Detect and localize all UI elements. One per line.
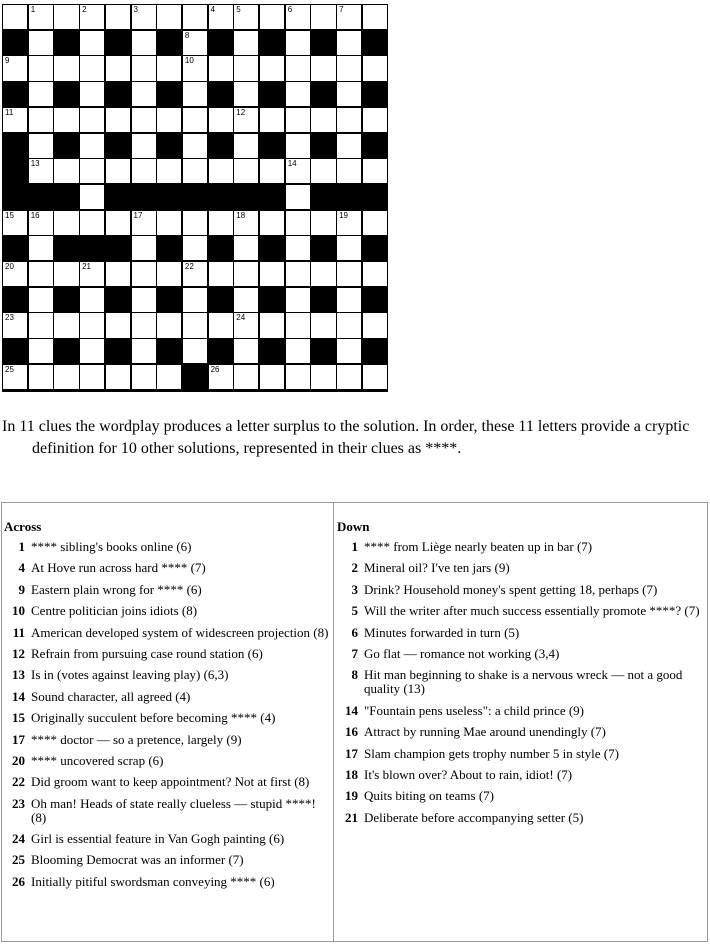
clue-num: 14 bbox=[345, 702, 358, 718]
clue-number: 19 bbox=[339, 210, 348, 220]
grid-cell[interactable] bbox=[132, 313, 156, 337]
grid-cell[interactable] bbox=[29, 56, 53, 80]
across-column bbox=[2, 503, 334, 941]
across-clue[interactable] bbox=[2, 711, 333, 725]
down-clue[interactable] bbox=[335, 811, 707, 825]
clue-text: Go flat — romance not working (3,4) bbox=[364, 645, 560, 661]
grid-cell[interactable] bbox=[337, 159, 361, 183]
grid-cell[interactable] bbox=[183, 159, 207, 183]
grid-cell[interactable] bbox=[234, 365, 258, 389]
clue-num: 25 bbox=[12, 852, 25, 868]
clue-num: 10 bbox=[12, 603, 25, 619]
grid-cell[interactable] bbox=[132, 82, 156, 106]
grid-cell[interactable] bbox=[234, 134, 258, 158]
clue-text: Slam champion gets trophy number 5 in style (7) bbox=[364, 745, 619, 761]
grid-cell[interactable] bbox=[311, 159, 335, 183]
down-clue[interactable] bbox=[335, 647, 707, 661]
clue-num: 13 bbox=[12, 667, 25, 683]
grid-cell[interactable] bbox=[183, 288, 207, 312]
grid-cell[interactable] bbox=[29, 108, 53, 132]
grid-cell[interactable] bbox=[132, 134, 156, 158]
grid-cell[interactable] bbox=[337, 211, 361, 235]
clue-number: 15 bbox=[5, 210, 14, 220]
grid-cell[interactable] bbox=[29, 31, 53, 55]
clue-num: 5 bbox=[351, 603, 358, 619]
down-clue[interactable] bbox=[335, 768, 707, 782]
grid-cell[interactable] bbox=[286, 108, 310, 132]
across-clue[interactable] bbox=[2, 540, 333, 554]
grid-cell[interactable] bbox=[363, 262, 387, 286]
grid-cell[interactable] bbox=[54, 56, 78, 80]
clue-text: Blooming Democrat was an informer (7) bbox=[31, 852, 244, 868]
grid-cell[interactable] bbox=[337, 5, 361, 29]
grid-cell[interactable] bbox=[157, 313, 181, 337]
grid-cell[interactable] bbox=[286, 339, 310, 363]
grid-cell[interactable] bbox=[80, 313, 104, 337]
down-clue[interactable] bbox=[335, 561, 707, 575]
clue-num: 16 bbox=[345, 724, 358, 740]
clue-number: 11 bbox=[5, 107, 14, 117]
grid-cell[interactable] bbox=[183, 56, 207, 80]
down-clue[interactable] bbox=[335, 583, 707, 597]
clue-number: 20 bbox=[5, 262, 14, 271]
grid-cell[interactable] bbox=[80, 31, 104, 55]
clue-num: 26 bbox=[12, 873, 25, 889]
clue-num: 21 bbox=[345, 809, 358, 825]
grid-cell[interactable] bbox=[54, 313, 78, 337]
grid-cell[interactable] bbox=[157, 5, 181, 29]
down-clue-list bbox=[335, 540, 707, 832]
grid-cell[interactable] bbox=[234, 108, 258, 132]
clue-text: Girl is essential feature in Van Gogh painting (6) bbox=[31, 831, 285, 847]
grid-cell[interactable] bbox=[3, 108, 27, 132]
down-column bbox=[335, 503, 707, 941]
clue-num: 24 bbox=[12, 831, 25, 847]
across-clue[interactable] bbox=[2, 853, 333, 867]
grid-cell[interactable] bbox=[337, 365, 361, 389]
clue-number: 18 bbox=[236, 210, 246, 220]
grid-cell[interactable] bbox=[157, 108, 181, 132]
across-clue[interactable] bbox=[2, 690, 333, 704]
grid-cell[interactable] bbox=[234, 236, 258, 260]
clue-number: 26 bbox=[210, 364, 220, 374]
down-heading: Down bbox=[337, 519, 370, 534]
grid-cell[interactable] bbox=[132, 365, 156, 389]
clue-text: Attract by running Mae around unendingly (7) bbox=[364, 724, 606, 740]
down-clue[interactable] bbox=[335, 789, 707, 803]
down-clue[interactable] bbox=[335, 704, 707, 718]
grid-cell[interactable] bbox=[260, 56, 284, 80]
grid-cell[interactable] bbox=[286, 56, 310, 80]
grid-cell[interactable] bbox=[80, 82, 104, 106]
grid-cell[interactable] bbox=[106, 108, 130, 132]
grid-cell[interactable] bbox=[29, 339, 53, 363]
grid-cell[interactable] bbox=[234, 5, 258, 29]
grid-cell[interactable] bbox=[3, 313, 27, 337]
grid-cell[interactable] bbox=[29, 211, 53, 235]
down-clue[interactable] bbox=[335, 668, 707, 696]
clue-text: Minutes forwarded in turn (5) bbox=[364, 624, 520, 640]
clue-num: 19 bbox=[345, 788, 358, 804]
grid-cell[interactable] bbox=[209, 159, 233, 183]
clue-num: 17 bbox=[345, 745, 358, 761]
clue-num: 7 bbox=[351, 645, 358, 661]
grid-cell[interactable] bbox=[286, 31, 310, 55]
across-clue[interactable] bbox=[2, 626, 333, 640]
grid-cell[interactable] bbox=[286, 236, 310, 260]
grid-cell[interactable] bbox=[132, 288, 156, 312]
clue-number: 9 bbox=[5, 56, 10, 66]
clue-number: 5 bbox=[236, 5, 241, 14]
grid-cell[interactable] bbox=[234, 339, 258, 363]
across-heading: Across bbox=[4, 519, 42, 534]
grid-cell[interactable] bbox=[234, 82, 258, 106]
across-clue[interactable] bbox=[2, 583, 333, 597]
clue-number: 22 bbox=[184, 262, 194, 271]
grid-cell[interactable] bbox=[209, 108, 233, 132]
grid-cell[interactable] bbox=[183, 262, 207, 286]
grid-cell[interactable] bbox=[234, 31, 258, 55]
grid-cell[interactable] bbox=[54, 211, 78, 235]
clue-text: **** from Liège nearly beaten up in bar (7) bbox=[364, 539, 593, 554]
grid-cell[interactable] bbox=[157, 365, 181, 389]
grid-cell[interactable] bbox=[183, 108, 207, 132]
clue-num: 15 bbox=[12, 710, 25, 726]
down-clue[interactable] bbox=[335, 626, 707, 640]
grid-cell[interactable] bbox=[286, 211, 310, 235]
grid-cell[interactable] bbox=[234, 313, 258, 337]
grid-cell[interactable] bbox=[260, 5, 284, 29]
grid-cell[interactable] bbox=[363, 159, 387, 183]
grid-cell[interactable] bbox=[209, 5, 233, 29]
clue-text: It's blown over? About to rain, idiot! (7) bbox=[364, 766, 573, 782]
grid-cell[interactable] bbox=[260, 262, 284, 286]
clue-text: Quits biting on teams (7) bbox=[364, 788, 494, 804]
grid-cell[interactable] bbox=[234, 288, 258, 312]
clue-text: Will the writer after much success essentially promote ****? (7) bbox=[364, 603, 700, 619]
grid-cell[interactable] bbox=[3, 211, 27, 235]
clue-number: 8 bbox=[184, 30, 190, 40]
clue-num: 8 bbox=[351, 667, 358, 683]
grid-cell[interactable] bbox=[337, 339, 361, 363]
grid-cell[interactable] bbox=[54, 108, 78, 132]
clue-text: **** sibling's books online (6) bbox=[31, 539, 192, 554]
across-clue[interactable] bbox=[2, 875, 333, 889]
clue-text: Mineral oil? I've ten jars (9) bbox=[364, 560, 510, 576]
clue-num: 6 bbox=[351, 624, 358, 640]
grid-cell[interactable] bbox=[80, 339, 104, 363]
grid-cell[interactable] bbox=[80, 56, 104, 80]
grid-cell[interactable] bbox=[29, 236, 53, 260]
across-clue[interactable] bbox=[2, 604, 333, 618]
grid-cell[interactable] bbox=[106, 5, 130, 29]
grid-cell[interactable] bbox=[29, 313, 53, 337]
clue-table bbox=[1, 502, 708, 942]
grid-cell[interactable] bbox=[363, 5, 387, 29]
clue-num: 1 bbox=[18, 539, 25, 554]
grid-cell[interactable] bbox=[260, 313, 284, 337]
grid-cell[interactable] bbox=[234, 56, 258, 80]
grid-cell[interactable] bbox=[54, 262, 78, 286]
grid-cell[interactable] bbox=[29, 159, 53, 183]
grid-cell[interactable] bbox=[286, 185, 310, 209]
clue-text: Drink? Household money's spent getting 18, perhaps (7) bbox=[364, 581, 658, 597]
grid-cell[interactable] bbox=[337, 288, 361, 312]
grid-cell[interactable] bbox=[106, 313, 130, 337]
clue-num: 23 bbox=[12, 795, 25, 811]
grid-cell[interactable] bbox=[132, 236, 156, 260]
clue-number: 24 bbox=[236, 313, 246, 323]
grid-cell[interactable] bbox=[80, 134, 104, 158]
clue-number: 16 bbox=[30, 210, 40, 220]
grid-cell[interactable] bbox=[80, 108, 104, 132]
grid-cell[interactable] bbox=[311, 5, 335, 29]
grid-cell[interactable] bbox=[286, 82, 310, 106]
clue-number: 1 bbox=[30, 5, 36, 14]
grid-cell[interactable] bbox=[132, 339, 156, 363]
clue-text: Oh man! Heads of state really clueless — stupid ****! (8) bbox=[31, 795, 316, 825]
clue-text: Deliberate before accompanying setter (5) bbox=[364, 809, 584, 825]
down-clue[interactable] bbox=[335, 540, 707, 554]
grid-cell[interactable] bbox=[80, 288, 104, 312]
grid-cell[interactable] bbox=[363, 365, 387, 389]
grid-cell[interactable] bbox=[337, 108, 361, 132]
grid-cell[interactable] bbox=[3, 5, 27, 29]
grid-cell[interactable] bbox=[29, 134, 53, 158]
grid-cell[interactable] bbox=[106, 262, 130, 286]
clue-text: Hit man beginning to shake is a nervous wreck — not a good quality (13) bbox=[364, 667, 683, 697]
grid-cell[interactable] bbox=[363, 211, 387, 235]
across-clue[interactable] bbox=[2, 733, 333, 747]
grid-cell[interactable] bbox=[183, 5, 207, 29]
grid-cell[interactable] bbox=[80, 159, 104, 183]
grid-cell[interactable] bbox=[209, 56, 233, 80]
clue-num: 3 bbox=[351, 581, 358, 597]
clue-text: Centre politician joins idiots (8) bbox=[31, 603, 198, 619]
grid-cell[interactable] bbox=[3, 56, 27, 80]
clue-text: Sound character, all agreed (4) bbox=[31, 688, 191, 704]
clue-number: 21 bbox=[82, 262, 91, 271]
clue-number: 7 bbox=[339, 5, 344, 14]
grid-cell[interactable] bbox=[311, 365, 335, 389]
grid-cell[interactable] bbox=[3, 262, 27, 286]
grid-cell[interactable] bbox=[183, 134, 207, 158]
clue-number: 10 bbox=[184, 56, 194, 66]
across-clue[interactable] bbox=[2, 647, 333, 661]
grid-cell[interactable] bbox=[157, 211, 181, 235]
clue-text: **** uncovered scrap (6) bbox=[31, 752, 164, 768]
grid-cell[interactable] bbox=[106, 365, 130, 389]
clue-number: 2 bbox=[82, 5, 87, 14]
grid-cell[interactable] bbox=[337, 82, 361, 106]
grid-cell[interactable] bbox=[337, 236, 361, 260]
grid-cell[interactable] bbox=[29, 82, 53, 106]
grid-cell[interactable] bbox=[337, 313, 361, 337]
clue-text: **** doctor — so a pretence, largely (9) bbox=[31, 731, 242, 747]
grid-cell[interactable] bbox=[29, 262, 53, 286]
across-clue[interactable] bbox=[2, 832, 333, 846]
clue-number: 12 bbox=[236, 107, 246, 117]
grid-cell[interactable] bbox=[311, 313, 335, 337]
grid-cell[interactable] bbox=[132, 31, 156, 55]
grid-cell[interactable] bbox=[80, 211, 104, 235]
grid-cell[interactable] bbox=[157, 262, 181, 286]
grid-cell[interactable] bbox=[132, 211, 156, 235]
grid-cell[interactable] bbox=[363, 108, 387, 132]
across-clue[interactable] bbox=[2, 797, 333, 825]
clue-num: 9 bbox=[18, 581, 25, 597]
grid-cell[interactable] bbox=[132, 108, 156, 132]
grid-cell[interactable] bbox=[260, 159, 284, 183]
grid-cell[interactable] bbox=[286, 288, 310, 312]
clue-number: 17 bbox=[133, 210, 143, 220]
grid-cell[interactable] bbox=[363, 56, 387, 80]
grid-cell[interactable] bbox=[363, 313, 387, 337]
clue-num: 18 bbox=[345, 766, 358, 782]
grid-cell[interactable] bbox=[337, 56, 361, 80]
crossword-grid bbox=[2, 4, 388, 392]
down-clue[interactable] bbox=[335, 725, 707, 739]
across-clue-list bbox=[2, 540, 333, 896]
clue-text: Eastern plain wrong for **** (6) bbox=[31, 581, 202, 597]
grid-cell[interactable] bbox=[106, 56, 130, 80]
grid-cell[interactable] bbox=[132, 159, 156, 183]
grid-cell[interactable] bbox=[337, 262, 361, 286]
grid-cell[interactable] bbox=[260, 365, 284, 389]
clue-number: 6 bbox=[287, 5, 293, 14]
grid-cell[interactable] bbox=[286, 5, 310, 29]
clue-text: Is in (votes against leaving play) (6,3) bbox=[31, 667, 229, 683]
clue-number: 14 bbox=[287, 159, 297, 169]
grid-cell[interactable] bbox=[311, 262, 335, 286]
grid-cell[interactable] bbox=[54, 5, 78, 29]
grid-cell[interactable] bbox=[106, 211, 130, 235]
grid-cell[interactable] bbox=[157, 56, 181, 80]
clue-number: 4 bbox=[210, 5, 216, 14]
down-clue[interactable] bbox=[335, 604, 707, 618]
grid-cell[interactable] bbox=[234, 262, 258, 286]
across-clue[interactable] bbox=[2, 754, 333, 768]
grid-cell[interactable] bbox=[311, 108, 335, 132]
clue-num: 17 bbox=[12, 731, 25, 747]
grid-cell[interactable] bbox=[80, 262, 104, 286]
grid-cell[interactable] bbox=[234, 159, 258, 183]
grid-cell[interactable] bbox=[337, 31, 361, 55]
grid-cell[interactable] bbox=[132, 5, 156, 29]
grid-cell[interactable] bbox=[183, 236, 207, 260]
clue-num: 11 bbox=[12, 624, 25, 640]
clue-text: "Fountain pens useless": a child prince (9) bbox=[364, 702, 585, 718]
clue-text: American developed system of widescreen projection (8) bbox=[31, 624, 329, 640]
down-clue[interactable] bbox=[335, 747, 707, 761]
clue-num: 4 bbox=[18, 560, 25, 576]
clue-number: 13 bbox=[30, 159, 40, 169]
grid-cell[interactable] bbox=[183, 339, 207, 363]
grid-cell[interactable] bbox=[80, 185, 104, 209]
grid-cell[interactable] bbox=[209, 211, 233, 235]
grid-cell[interactable] bbox=[311, 211, 335, 235]
grid-cell[interactable] bbox=[311, 56, 335, 80]
grid-cell[interactable] bbox=[183, 31, 207, 55]
grid-cell[interactable] bbox=[337, 134, 361, 158]
across-clue[interactable] bbox=[2, 561, 333, 575]
grid-cell[interactable] bbox=[286, 365, 310, 389]
across-clue[interactable] bbox=[2, 668, 333, 682]
grid-cell[interactable] bbox=[54, 365, 78, 389]
grid-cell[interactable] bbox=[3, 365, 27, 389]
across-clue[interactable] bbox=[2, 775, 333, 789]
clue-num: 1 bbox=[351, 539, 358, 554]
clue-num: 2 bbox=[351, 560, 358, 576]
grid-cell[interactable] bbox=[132, 56, 156, 80]
grid-cell[interactable] bbox=[29, 365, 53, 389]
grid-cell[interactable] bbox=[209, 313, 233, 337]
grid-cell[interactable] bbox=[157, 159, 181, 183]
clue-text: Initially pitiful swordsman conveying **** (6) bbox=[31, 873, 275, 889]
grid-cell[interactable] bbox=[260, 108, 284, 132]
clue-num: 22 bbox=[12, 774, 25, 790]
grid-cell[interactable] bbox=[286, 159, 310, 183]
grid-cell[interactable] bbox=[80, 5, 104, 29]
grid-cell[interactable] bbox=[234, 211, 258, 235]
grid-cell[interactable] bbox=[209, 365, 233, 389]
grid-cell[interactable] bbox=[132, 262, 156, 286]
clue-number: 25 bbox=[5, 364, 14, 374]
grid-cell[interactable] bbox=[183, 82, 207, 106]
clue-num: 12 bbox=[12, 645, 25, 661]
grid-cell[interactable] bbox=[183, 211, 207, 235]
clue-number: 3 bbox=[133, 5, 138, 14]
grid-cell[interactable] bbox=[286, 134, 310, 158]
grid-cell[interactable] bbox=[183, 313, 207, 337]
grid-cell[interactable] bbox=[209, 262, 233, 286]
grid-cell[interactable] bbox=[29, 288, 53, 312]
clue-text: At Hove run across hard **** (7) bbox=[31, 560, 206, 576]
grid-cell[interactable] bbox=[260, 211, 284, 235]
grid-cell[interactable] bbox=[106, 159, 130, 183]
clue-text: Did groom want to keep appointment? Not at first (8) bbox=[31, 774, 310, 790]
grid-cell[interactable] bbox=[286, 313, 310, 337]
clue-text: Refrain from pursuing case round station (6) bbox=[31, 645, 263, 661]
grid-cell[interactable] bbox=[80, 365, 104, 389]
clue-text: Originally succulent before becoming **** (4) bbox=[31, 710, 276, 726]
grid-cell[interactable] bbox=[54, 159, 78, 183]
clue-num: 14 bbox=[12, 688, 25, 704]
grid-cell[interactable] bbox=[286, 262, 310, 286]
clue-num: 20 bbox=[12, 752, 25, 768]
grid-cell[interactable] bbox=[29, 5, 53, 29]
clue-number: 23 bbox=[5, 313, 14, 323]
puzzle-instructions: In 11 clues the wordplay produces a letter surplus to the solution. In order, these 11 letters provide a cryptic definition for 10 other solutions, represented in their clues as ****. bbox=[2, 418, 690, 457]
